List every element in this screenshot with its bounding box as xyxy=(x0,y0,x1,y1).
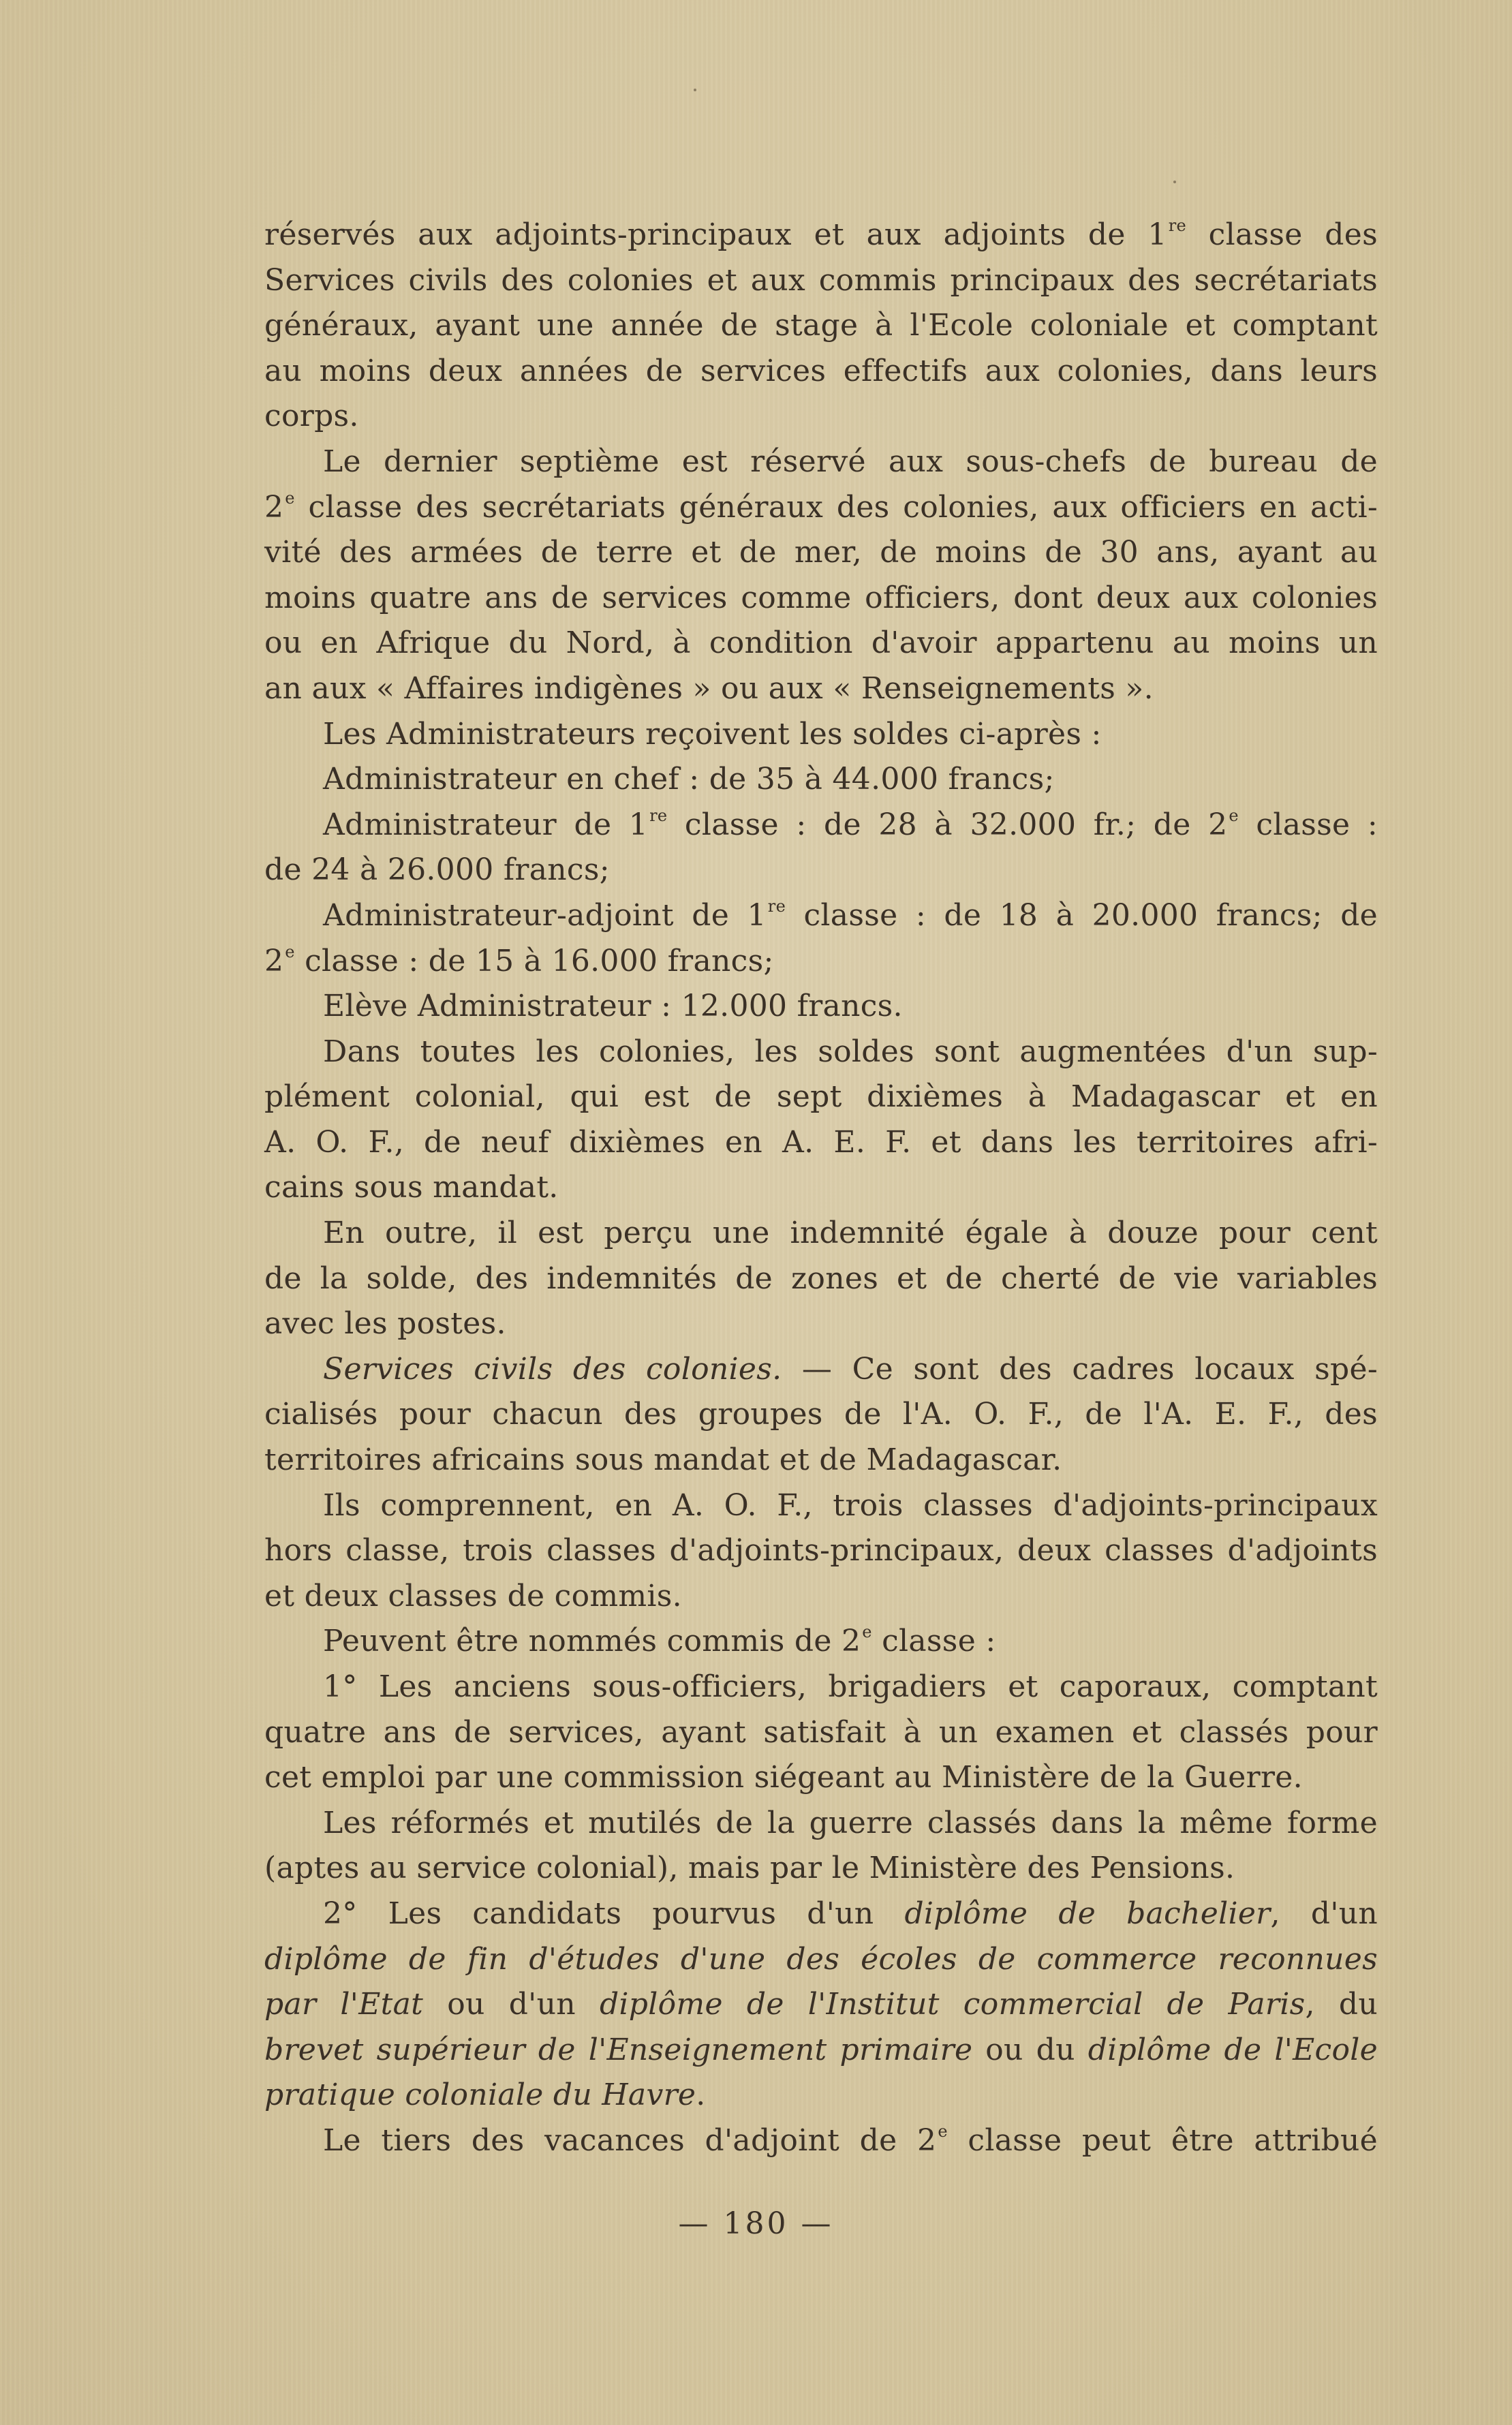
superscript: e xyxy=(1229,805,1239,825)
text-line xyxy=(264,2118,1378,2164)
superscript: re xyxy=(649,805,668,825)
paper-speck xyxy=(694,89,696,91)
paragraph xyxy=(264,757,1378,803)
paragraph xyxy=(264,1483,1378,1620)
text-line xyxy=(264,1075,1378,1120)
text-line xyxy=(264,1710,1378,1756)
paragraph xyxy=(264,439,1378,712)
paragraph xyxy=(264,1891,1378,2118)
text-line xyxy=(264,1665,1378,1710)
text-line xyxy=(264,576,1378,621)
text-run: cains sous mandat. xyxy=(264,1170,559,1205)
italic-text: pratique coloniale du Havre xyxy=(264,2078,696,2113)
text-run: classe : de 18 à 20.000 francs; de xyxy=(786,897,1378,933)
text-run: Les Administrateurs reçoivent les soldes ci-après : xyxy=(323,716,1102,752)
superscript: re xyxy=(767,896,786,916)
text-run: Administrateur en chef : de 35 à 44.000 francs; xyxy=(323,762,1055,797)
superscript: e xyxy=(938,2121,948,2141)
text-run: Le dernier septième est réservé aux sous-chefs de bureau de xyxy=(323,444,1378,479)
text-run: Peuvent être nommés commis de 2 xyxy=(323,1624,861,1659)
text-line xyxy=(264,757,1378,803)
text-run: classe peut être attribué xyxy=(947,2122,1378,2158)
text-line xyxy=(264,666,1378,712)
page-number: — 180 — xyxy=(678,2206,834,2241)
text-run: A. O. F., de neuf dixièmes en A. E. F. et dans les territoires afri- xyxy=(264,1124,1378,1160)
text-line xyxy=(264,1801,1378,1847)
paragraph xyxy=(264,1619,1378,1665)
text-line xyxy=(264,213,1378,258)
text-run: Le tiers des vacances d'adjoint de 2 xyxy=(323,2122,937,2158)
text-line xyxy=(264,1256,1378,1302)
text-run: (aptes au service colonial), mais par le Ministère des Pensions. xyxy=(264,1851,1235,1886)
superscript: e xyxy=(285,942,295,961)
text-line xyxy=(264,2073,1378,2118)
text-line xyxy=(264,1982,1378,2028)
text-run: quatre ans de services, ayant satisfait à un examen et classés pour xyxy=(264,1714,1378,1750)
text-line xyxy=(264,1347,1378,1393)
text-line xyxy=(264,349,1378,395)
text-line xyxy=(264,1211,1378,1256)
text-run: Elève Administrateur : 12.000 francs. xyxy=(323,989,903,1024)
paragraph xyxy=(264,1211,1378,1347)
paragraph xyxy=(264,1347,1378,1483)
text-run: Les réformés et mutilés de la guerre classés dans la même forme xyxy=(323,1805,1378,1840)
italic-text: Services civils des colonies. xyxy=(323,1351,782,1387)
text-run: , du xyxy=(1305,1987,1378,2022)
text-line xyxy=(264,1165,1378,1211)
page-body xyxy=(264,213,1378,2164)
text-run: classe : xyxy=(1238,807,1378,842)
text-run: Administrateur de 1 xyxy=(323,807,649,842)
text-line xyxy=(264,1392,1378,1438)
paragraph xyxy=(264,2118,1378,2164)
italic-text: diplôme de l'Ecole xyxy=(1087,2032,1378,2067)
text-run: classe : xyxy=(871,1624,996,1659)
text-run: vité des armées de terre et de mer, de moins de 30 ans, ayant au xyxy=(264,535,1378,570)
paragraph xyxy=(264,984,1378,1030)
text-run: territoires africains sous mandat et de Madagascar. xyxy=(264,1442,1062,1478)
text-run: cet emploi par une commission siégeant au Ministère de la Guerre. xyxy=(264,1760,1303,1795)
text-line xyxy=(264,848,1378,893)
text-line xyxy=(264,1120,1378,1166)
text-line xyxy=(264,939,1378,985)
text-run: hors classe, trois classes d'adjoints-principaux, deux classes d'adjoints xyxy=(264,1533,1378,1569)
text-run: ou en Afrique du Nord, à condition d'avoir appartenu au moins un xyxy=(264,625,1378,661)
text-line xyxy=(264,1030,1378,1075)
text-run: Administrateur-adjoint de 1 xyxy=(323,897,767,933)
text-line xyxy=(264,1483,1378,1529)
superscript: re xyxy=(1168,216,1186,235)
paragraph xyxy=(264,1665,1378,1801)
text-line xyxy=(264,1755,1378,1801)
text-run: généraux, ayant une année de stage à l'Ecole coloniale et comptant xyxy=(264,308,1378,343)
text-run: classe : de 15 à 16.000 francs; xyxy=(294,943,774,978)
text-run: Ils comprennent, en A. O. F., trois classes d'adjoints-principaux xyxy=(323,1487,1378,1523)
text-run: 2 xyxy=(264,943,284,978)
text-line xyxy=(264,893,1378,939)
paragraph xyxy=(264,1030,1378,1211)
text-run: plément colonial, qui est de sept dixièmes à Madagascar et en xyxy=(264,1079,1378,1115)
superscript: e xyxy=(285,488,295,508)
text-run: classe : de 28 à 32.000 fr.; de 2 xyxy=(667,807,1228,842)
italic-text: diplôme de fin d'études d'une des écoles de commerce reconnues xyxy=(264,1941,1378,1977)
text-line xyxy=(264,1438,1378,1483)
text-run: Dans toutes les colonies, les soldes sont augmentées d'un sup- xyxy=(323,1034,1378,1069)
text-line xyxy=(264,712,1378,758)
text-run: de la solde, des indemnités de zones et de cherté de vie variables xyxy=(264,1261,1378,1296)
text-run: avec les postes. xyxy=(264,1306,506,1342)
text-line xyxy=(264,394,1378,439)
paragraph xyxy=(264,803,1378,893)
text-line xyxy=(264,439,1378,485)
text-run: ou d'un xyxy=(423,1987,600,2022)
text-line xyxy=(264,530,1378,576)
italic-text: par l'Etat xyxy=(264,1987,424,2022)
paragraph xyxy=(264,893,1378,984)
text-run: , d'un xyxy=(1270,1896,1378,1931)
paragraph xyxy=(264,213,1378,439)
text-run: réservés aux adjoints-principaux et aux adjoints de 1 xyxy=(264,217,1167,252)
text-line xyxy=(264,984,1378,1030)
text-run: 1° Les anciens sous-officiers, brigadiers et caporaux, comptant xyxy=(323,1669,1378,1704)
text-line xyxy=(264,1301,1378,1347)
text-line xyxy=(264,1937,1378,1983)
text-line xyxy=(264,1574,1378,1620)
text-line xyxy=(264,803,1378,848)
text-line xyxy=(264,258,1378,304)
text-run: — Ce sont des cadres locaux spé- xyxy=(782,1351,1378,1387)
text-run: moins quatre ans de services comme officiers, dont deux aux colonies xyxy=(264,580,1378,615)
text-line xyxy=(264,1619,1378,1665)
text-run: . xyxy=(696,2078,706,2113)
text-run: 2° Les candidats pourvus d'un xyxy=(323,1896,905,1931)
paper-speck xyxy=(1173,181,1176,183)
text-run: classe des secrétariats généraux des colonies, aux officiers en acti- xyxy=(294,489,1378,525)
text-run: Services civils des colonies et aux commis principaux des secrétariats xyxy=(264,262,1378,298)
text-run: et deux classes de commis. xyxy=(264,1578,682,1613)
text-run: corps. xyxy=(264,399,359,434)
text-line xyxy=(264,1528,1378,1574)
italic-text: brevet supérieur de l'Enseignement primaire xyxy=(264,2032,973,2067)
text-line xyxy=(264,621,1378,666)
text-run: au moins deux années de services effectifs aux colonies, dans leurs xyxy=(264,353,1378,388)
text-line xyxy=(264,2028,1378,2073)
text-line xyxy=(264,303,1378,349)
text-run: En outre, il est perçu une indemnité égale à douze pour cent xyxy=(323,1216,1378,1251)
italic-text: diplôme de bachelier xyxy=(904,1896,1271,1931)
text-line xyxy=(264,485,1378,531)
text-run: ou du xyxy=(972,2032,1088,2067)
paragraph xyxy=(264,712,1378,758)
text-line xyxy=(264,1846,1378,1891)
text-run: 2 xyxy=(264,489,284,525)
text-run: cialisés pour chacun des groupes de l'A. O. F., de l'A. E. F., des xyxy=(264,1397,1378,1432)
italic-text: diplôme de l'Institut commercial de Paris xyxy=(599,1987,1306,2022)
paragraph xyxy=(264,1801,1378,1891)
text-run: an aux « Affaires indigènes » ou aux « Renseignements ». xyxy=(264,670,1154,706)
text-line xyxy=(264,1891,1378,1937)
superscript: e xyxy=(862,1622,872,1642)
text-run: de 24 à 26.000 francs; xyxy=(264,852,610,888)
text-run: classe des xyxy=(1186,217,1378,252)
